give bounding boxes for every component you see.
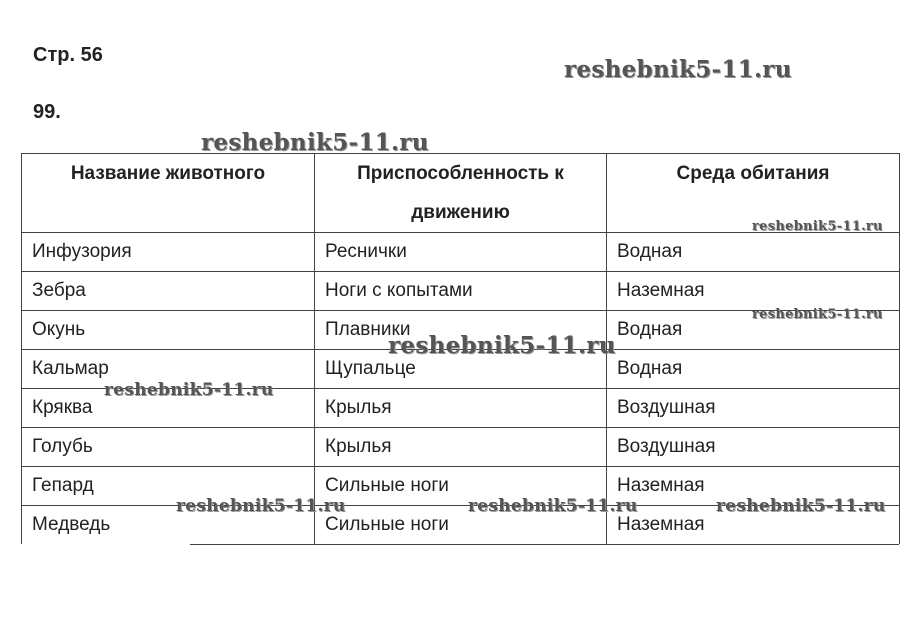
cell-habitat: Водная xyxy=(607,233,900,272)
watermark: reshebnik5-11.ru xyxy=(201,129,429,156)
watermark: reshebnik5-11.ru xyxy=(752,219,883,234)
table-bottom-border xyxy=(190,544,899,545)
cell-movement: Сильные ноги xyxy=(315,506,607,545)
watermark: reshebnik5-11.ru xyxy=(716,496,886,516)
table-row xyxy=(22,272,900,311)
cell-animal: Медведь xyxy=(22,506,315,545)
cell-animal: Окунь xyxy=(22,311,315,350)
cell-animal: Кряква xyxy=(22,389,315,428)
task-number: 99. xyxy=(33,101,61,123)
cell-animal: Гепард xyxy=(22,467,315,506)
header-habitat: Среда обитания xyxy=(607,154,900,233)
watermark: reshebnik5-11.ru xyxy=(468,496,638,516)
cell-habitat: Наземная xyxy=(607,272,900,311)
cell-movement: Сильные ноги xyxy=(315,467,607,506)
cell-movement: Реснички xyxy=(315,233,607,272)
cell-animal: Зебра xyxy=(22,272,315,311)
watermark: reshebnik5-11.ru xyxy=(564,56,792,83)
cell-movement: Ноги с копытами xyxy=(315,272,607,311)
watermark: reshebnik5-11.ru xyxy=(176,496,346,516)
cell-habitat: Водная xyxy=(607,350,900,389)
cell-animal: Кальмар xyxy=(22,350,315,389)
cell-movement: Щупальце xyxy=(315,350,607,389)
header-animal-name: Название животного xyxy=(22,154,315,233)
cell-habitat: Воздушная xyxy=(607,428,900,467)
cell-movement: Крылья xyxy=(315,389,607,428)
watermark: reshebnik5-11.ru xyxy=(752,307,883,322)
cell-movement: Крылья xyxy=(315,428,607,467)
cell-habitat: Наземная xyxy=(607,506,900,545)
page-reference: Стр. 56 xyxy=(33,44,103,66)
cell-habitat: Воздушная xyxy=(607,389,900,428)
header-movement-adaptation: Приспособленность к движению xyxy=(315,154,607,233)
cell-animal: Инфузория xyxy=(22,233,315,272)
cell-movement: Плавники xyxy=(315,311,607,350)
watermark: reshebnik5-11.ru xyxy=(388,332,616,359)
table-row xyxy=(22,428,900,467)
cell-habitat: Водная xyxy=(607,311,900,350)
cell-animal: Голубь xyxy=(22,428,315,467)
table-row xyxy=(22,233,900,272)
watermark: reshebnik5-11.ru xyxy=(104,380,274,400)
cell-habitat: Наземная xyxy=(607,467,900,506)
